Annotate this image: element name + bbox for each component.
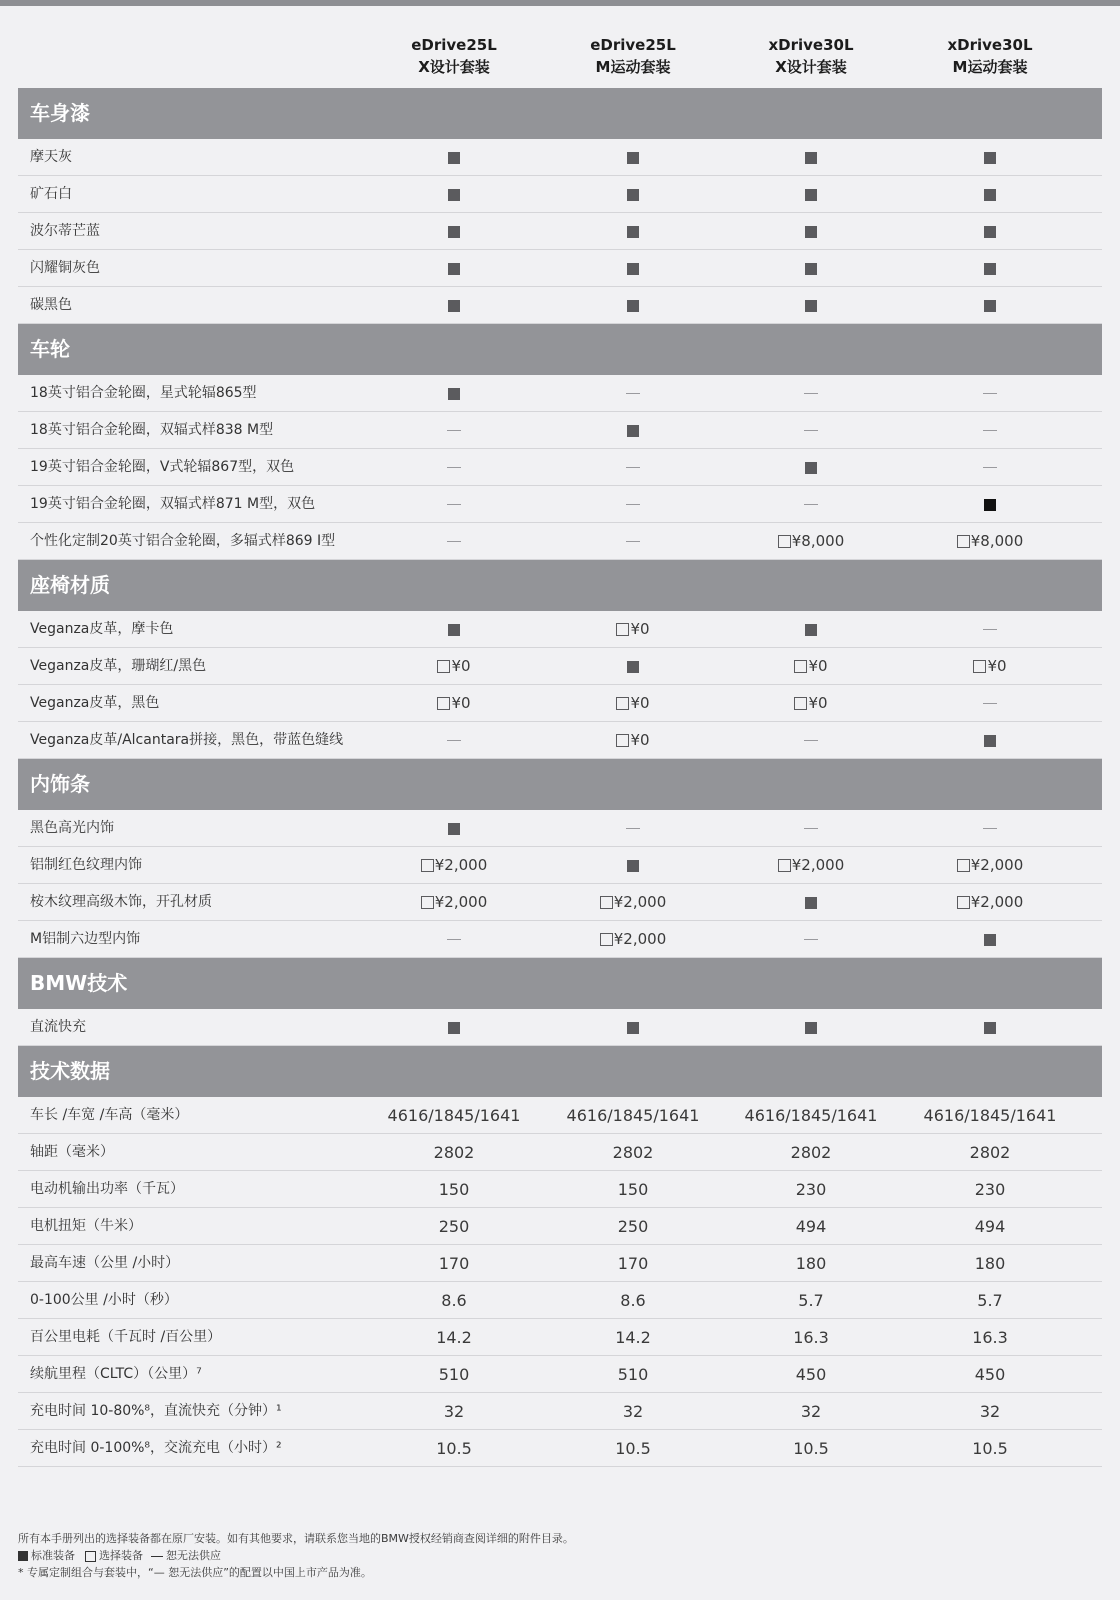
optional-equipment-icon: [616, 623, 629, 636]
optional-equipment-cell: [364, 685, 544, 722]
optional-equipment-cell: [900, 523, 1080, 560]
model-package: M运动套装: [595, 58, 671, 76]
row-label: 碳黑色: [30, 297, 72, 313]
model-header-row: [18, 34, 1102, 84]
standard-equipment-cell: [721, 884, 901, 921]
spec-value: 170: [438, 1254, 470, 1273]
not-available-icon: [983, 393, 997, 394]
standard-equipment-cell: [364, 213, 544, 250]
standard-equipment-icon: [984, 934, 996, 946]
optional-equipment-cell: [721, 648, 901, 685]
top-rule: [0, 0, 1120, 6]
table-row: [18, 1009, 1102, 1046]
optional-equipment-icon: [957, 896, 970, 909]
standard-equipment-icon: [448, 152, 460, 164]
standard-equipment-cell: [900, 139, 1080, 176]
not-available-cell: [721, 375, 901, 412]
optional-equipment-icon: [437, 697, 450, 710]
spec-value: 4616/1845/1641: [923, 1106, 1057, 1125]
optional-equipment-icon: [778, 535, 791, 548]
not-available-cell: [543, 375, 723, 412]
spec-value: 170: [617, 1254, 649, 1273]
not-available-icon: [447, 430, 461, 431]
table-row: [18, 1356, 1102, 1393]
table-row: [18, 250, 1102, 287]
option-price: ¥0: [630, 694, 650, 712]
legend-standard-label: 标准装备: [31, 1549, 75, 1562]
spec-value: 14.2: [436, 1328, 472, 1347]
optional-equipment-icon: [973, 660, 986, 673]
not-available-icon: [983, 828, 997, 829]
standard-equipment-icon: [805, 263, 817, 275]
standard-equipment-icon: [805, 189, 817, 201]
optional-equipment-cell: [543, 685, 723, 722]
spec-value: 180: [974, 1254, 1006, 1273]
standard-equipment-cell: [900, 1009, 1080, 1046]
standard-equipment-cell: [721, 176, 901, 213]
spec-value: 4616/1845/1641: [744, 1106, 878, 1125]
option-price: ¥0: [808, 657, 828, 675]
standard-equipment-icon: [984, 300, 996, 312]
spec-value: 2802: [612, 1143, 654, 1162]
spec-value: 494: [974, 1217, 1006, 1236]
model-name: eDrive25L: [590, 36, 676, 54]
standard-equipment-cell: [543, 1009, 723, 1046]
table-row: [18, 176, 1102, 213]
spec-value: 32: [443, 1402, 465, 1421]
optional-equipment-icon: [600, 933, 613, 946]
standard-equipment-cell: [900, 722, 1080, 759]
optional-equipment-icon: [778, 859, 791, 872]
standard-equipment-cell: [543, 847, 723, 884]
row-label: 电动机输出功率（千瓦）: [30, 1181, 184, 1197]
standard-equipment-icon: [627, 661, 639, 673]
optional-equipment-icon: [616, 697, 629, 710]
optional-equipment-icon: [600, 896, 613, 909]
spec-value: 32: [979, 1402, 1001, 1421]
spec-value: 2802: [790, 1143, 832, 1162]
row-label: 百公里电耗（千瓦时 /百公里）: [30, 1329, 222, 1345]
table-row: [18, 1319, 1102, 1356]
row-label: 充电时间 10-80%⁸，直流快充（分钟）¹: [30, 1403, 282, 1419]
spec-value: 8.6: [441, 1291, 467, 1310]
optional-equipment-cell: [364, 847, 544, 884]
table-row: [18, 648, 1102, 685]
footer-notes: [18, 1530, 1102, 1581]
spec-table: [18, 88, 1102, 1467]
table-row: [18, 810, 1102, 847]
standard-equipment-cell: [900, 213, 1080, 250]
row-label: 铝制红色纹理内饰: [30, 857, 142, 873]
row-label: 闪耀铜灰色: [30, 260, 100, 276]
table-row: [18, 213, 1102, 250]
standard-equipment-cell: [721, 139, 901, 176]
not-available-cell: [543, 810, 723, 847]
not-available-icon: [983, 629, 997, 630]
standard-equipment-icon: [448, 388, 460, 400]
not-available-icon: [447, 740, 461, 741]
spec-value: 510: [617, 1365, 649, 1384]
not-available-cell: [900, 611, 1080, 648]
spec-value: 450: [974, 1365, 1006, 1384]
table-row: [18, 1097, 1102, 1134]
option-price: ¥2,000: [970, 893, 1024, 911]
model-name: xDrive30L: [947, 36, 1033, 54]
optional-equipment-cell: [900, 847, 1080, 884]
not-available-icon: [983, 703, 997, 704]
row-label: 波尔蒂芒蓝: [30, 223, 100, 239]
row-label: 0-100公里 /小时（秒）: [30, 1292, 178, 1308]
standard-equipment-cell: [543, 139, 723, 176]
spec-value: 510: [438, 1365, 470, 1384]
not-available-cell: [364, 486, 544, 523]
spec-value: 16.3: [793, 1328, 829, 1347]
not-available-cell: [900, 449, 1080, 486]
table-row: [18, 847, 1102, 884]
table-row: [18, 412, 1102, 449]
not-available-icon: [983, 430, 997, 431]
table-row: [18, 139, 1102, 176]
standard-equipment-cell: [721, 449, 901, 486]
spec-value: 250: [438, 1217, 470, 1236]
standard-equipment-icon: [805, 226, 817, 238]
standard-equipment-cell: [543, 648, 723, 685]
standard-equipment-cell: [721, 611, 901, 648]
not-available-cell: [721, 412, 901, 449]
standard-equipment-cell: [900, 921, 1080, 958]
not-available-icon: [804, 393, 818, 394]
model-name: xDrive30L: [768, 36, 854, 54]
standard-equipment-icon: [805, 152, 817, 164]
not-available-cell: [721, 486, 901, 523]
standard-equipment-icon: [627, 263, 639, 275]
standard-equipment-cell: [900, 176, 1080, 213]
table-row: [18, 1282, 1102, 1319]
row-label: 18英寸铝合金轮圈，星式轮辐865型: [30, 385, 257, 401]
legend: [18, 1547, 1102, 1564]
table-row: [18, 1171, 1102, 1208]
spec-value: 4616/1845/1641: [566, 1106, 700, 1125]
option-price: ¥8,000: [791, 532, 845, 550]
not-available-cell: [721, 921, 901, 958]
not-available-cell: [364, 722, 544, 759]
standard-equipment-icon: [627, 860, 639, 872]
not-available-icon: [626, 504, 640, 505]
row-label: 桉木纹理高级木饰，开孔材质: [30, 894, 212, 910]
spec-value: 4616/1845/1641: [387, 1106, 521, 1125]
legend-unavailable-label: 恕无法供应: [166, 1549, 221, 1562]
not-available-icon: [983, 467, 997, 468]
model-column-header: [900, 34, 1080, 78]
row-label: 18英寸铝合金轮圈，双辐式样838 M型: [30, 422, 274, 438]
not-available-cell: [721, 810, 901, 847]
option-price: ¥0: [630, 731, 650, 749]
spec-value: 5.7: [798, 1291, 824, 1310]
not-available-cell: [364, 412, 544, 449]
standard-equipment-icon: [627, 1022, 639, 1034]
optional-equipment-cell: [900, 648, 1080, 685]
not-available-icon: [804, 740, 818, 741]
standard-equipment-icon: [984, 152, 996, 164]
standard-equipment-icon: [627, 226, 639, 238]
not-available-icon: [626, 828, 640, 829]
row-label: 摩天灰: [30, 149, 72, 165]
standard-equipment-icon: [448, 300, 460, 312]
not-available-icon: [447, 939, 461, 940]
standard-equipment-cell: [364, 139, 544, 176]
not-available-cell: [543, 449, 723, 486]
not-available-cell: [900, 685, 1080, 722]
legend-optional-label: 选择装备: [99, 1549, 143, 1562]
not-available-icon: [626, 541, 640, 542]
optional-equipment-cell: [721, 523, 901, 560]
section-title: 内饰条: [18, 759, 1102, 810]
standard-equipment-icon: [805, 1022, 817, 1034]
standard-equipment-cell: [543, 287, 723, 324]
standard-equipment-cell: [364, 810, 544, 847]
row-label: 矿石白: [30, 186, 72, 202]
table-row: [18, 1134, 1102, 1171]
spec-value: 10.5: [972, 1439, 1008, 1458]
standard-equipment-cell: [364, 1009, 544, 1046]
table-row: [18, 486, 1102, 523]
standard-equipment-icon: [627, 189, 639, 201]
optional-equipment-icon: [85, 1551, 96, 1562]
not-available-cell: [721, 722, 901, 759]
standard-equipment-cell: [364, 375, 544, 412]
optional-equipment-cell: [721, 847, 901, 884]
table-row: [18, 375, 1102, 412]
option-price: ¥2,000: [434, 893, 488, 911]
standard-equipment-cell: [900, 250, 1080, 287]
row-label: 电机扭矩（牛米）: [30, 1218, 142, 1234]
model-column-header: [543, 34, 723, 78]
optional-equipment-cell: [543, 722, 723, 759]
not-available-icon: [447, 541, 461, 542]
spec-value: 2802: [969, 1143, 1011, 1162]
standard-equipment-cell: [543, 213, 723, 250]
row-label: 轴距（毫米）: [30, 1144, 114, 1160]
table-row: [18, 287, 1102, 324]
optional-equipment-icon: [421, 896, 434, 909]
optional-equipment-cell: [364, 648, 544, 685]
section-title: 车轮: [18, 324, 1102, 375]
standard-equipment-icon: [984, 735, 996, 747]
row-label: 直流快充: [30, 1019, 86, 1035]
spec-value: 230: [795, 1180, 827, 1199]
standard-equipment-cell: [364, 176, 544, 213]
option-price: ¥0: [451, 657, 471, 675]
option-price: ¥2,000: [970, 856, 1024, 874]
not-available-cell: [543, 486, 723, 523]
optional-equipment-cell: [721, 685, 901, 722]
standard-equipment-icon: [805, 300, 817, 312]
row-label: 充电时间 0-100%⁸，交流充电（小时）²: [30, 1440, 282, 1456]
not-available-icon: [626, 467, 640, 468]
table-row: [18, 685, 1102, 722]
spec-value: 230: [974, 1180, 1006, 1199]
footer-asterisk-note: * 专属定制组合与套装中，“— 恕无法供应”的配置以中国上市产品为准。: [18, 1566, 372, 1579]
standard-equipment-icon: [448, 823, 460, 835]
optional-equipment-icon: [794, 660, 807, 673]
table-row: [18, 1208, 1102, 1245]
standard-equipment-icon: [627, 425, 639, 437]
option-price: ¥0: [630, 620, 650, 638]
spec-value: 10.5: [436, 1439, 472, 1458]
optional-equipment-icon: [616, 734, 629, 747]
table-row: [18, 884, 1102, 921]
standard-equipment-icon: [448, 263, 460, 275]
table-row: [18, 1393, 1102, 1430]
not-available-icon: [447, 467, 461, 468]
option-price: ¥2,000: [613, 893, 667, 911]
optional-equipment-icon: [421, 859, 434, 872]
row-label: Veganza皮革，珊瑚红/黑色: [30, 658, 207, 674]
row-label: 19英寸铝合金轮圈，双辐式样871 M型，双色: [30, 496, 316, 512]
table-row: [18, 1245, 1102, 1282]
standard-equipment-cell: [721, 250, 901, 287]
not-available-cell: [364, 523, 544, 560]
row-label: Veganza皮革，黑色: [30, 695, 160, 711]
standard-equipment-icon: [805, 462, 817, 474]
section-title: 技术数据: [18, 1046, 1102, 1097]
model-column-header: [364, 34, 544, 78]
spec-value: 150: [438, 1180, 470, 1199]
not-available-cell: [900, 810, 1080, 847]
model-name: eDrive25L: [411, 36, 497, 54]
option-price: ¥2,000: [791, 856, 845, 874]
standard-equipment-cell: [543, 412, 723, 449]
row-label: 续航里程（CLTC）（公里）⁷: [30, 1366, 202, 1382]
not-available-icon: [626, 393, 640, 394]
standard-equipment-cell: [900, 486, 1080, 523]
spec-value: 10.5: [793, 1439, 829, 1458]
standard-equipment-icon: [448, 189, 460, 201]
standard-equipment-icon: [18, 1551, 28, 1561]
optional-equipment-cell: [543, 884, 723, 921]
not-available-icon: [447, 504, 461, 505]
optional-equipment-icon: [794, 697, 807, 710]
standard-equipment-cell: [543, 176, 723, 213]
not-available-icon: [804, 939, 818, 940]
spec-value: 180: [795, 1254, 827, 1273]
optional-equipment-icon: [957, 535, 970, 548]
standard-equipment-cell: [900, 287, 1080, 324]
table-row: [18, 449, 1102, 486]
row-label: 最高车速（公里 /小时）: [30, 1255, 180, 1271]
model-column-header: [721, 34, 901, 78]
section-title: BMW技术: [18, 958, 1102, 1009]
row-label: 车长 /车宽 /车高（毫米）: [30, 1107, 189, 1123]
optional-equipment-icon: [437, 660, 450, 673]
spec-value: 494: [795, 1217, 827, 1236]
standard-equipment-icon: [984, 226, 996, 238]
row-label: 黑色高光内饰: [30, 820, 114, 836]
standard-equipment-icon: [805, 897, 817, 909]
standard-equipment-cell: [543, 250, 723, 287]
row-label: 19英寸铝合金轮圈，V式轮辐867型，双色: [30, 459, 295, 475]
table-row: [18, 722, 1102, 759]
footer-note: 所有本手册列出的选择装备都在原厂安装。如有其他要求，请联系您当地的BMW授权经销商查阅详细的附件目录。: [18, 1532, 574, 1545]
standard-equipment-icon: [984, 1022, 996, 1034]
not-available-cell: [543, 523, 723, 560]
standard-equipment-icon: [448, 624, 460, 636]
spec-value: 250: [617, 1217, 649, 1236]
spec-value: 10.5: [615, 1439, 651, 1458]
spec-value: 8.6: [620, 1291, 646, 1310]
optional-equipment-icon: [957, 859, 970, 872]
option-price: ¥2,000: [613, 930, 667, 948]
standard-equipment-icon: [448, 1022, 460, 1034]
standard-equipment-icon: [984, 499, 996, 511]
spec-value: 150: [617, 1180, 649, 1199]
section-title: 座椅材质: [18, 560, 1102, 611]
standard-equipment-cell: [721, 287, 901, 324]
section-title: 车身漆: [18, 88, 1102, 139]
row-label: M铝制六边型内饰: [30, 931, 141, 947]
not-available-cell: [364, 449, 544, 486]
table-row: [18, 611, 1102, 648]
option-price: ¥0: [808, 694, 828, 712]
option-price: ¥0: [451, 694, 471, 712]
standard-equipment-cell: [721, 1009, 901, 1046]
optional-equipment-cell: [900, 884, 1080, 921]
standard-equipment-cell: [364, 611, 544, 648]
standard-equipment-icon: [627, 300, 639, 312]
spec-value: 450: [795, 1365, 827, 1384]
model-package: X设计套装: [418, 58, 490, 76]
not-available-icon: [151, 1556, 163, 1557]
table-row: [18, 921, 1102, 958]
spec-value: 2802: [433, 1143, 475, 1162]
standard-equipment-icon: [805, 624, 817, 636]
option-price: ¥8,000: [970, 532, 1024, 550]
not-available-cell: [364, 921, 544, 958]
spec-value: 16.3: [972, 1328, 1008, 1347]
not-available-icon: [804, 828, 818, 829]
not-available-icon: [804, 430, 818, 431]
standard-equipment-icon: [984, 263, 996, 275]
optional-equipment-cell: [543, 611, 723, 648]
row-label: Veganza皮革/Alcantara拼接，黑色，带蓝色缝线: [30, 732, 344, 748]
table-row: [18, 523, 1102, 560]
not-available-icon: [804, 504, 818, 505]
standard-equipment-cell: [721, 213, 901, 250]
spec-value: 32: [622, 1402, 644, 1421]
standard-equipment-cell: [364, 250, 544, 287]
not-available-cell: [900, 412, 1080, 449]
option-price: ¥2,000: [434, 856, 488, 874]
optional-equipment-cell: [364, 884, 544, 921]
spec-value: 32: [800, 1402, 822, 1421]
model-package: M运动套装: [952, 58, 1028, 76]
standard-equipment-icon: [984, 189, 996, 201]
optional-equipment-cell: [543, 921, 723, 958]
standard-equipment-icon: [627, 152, 639, 164]
not-available-cell: [900, 375, 1080, 412]
spec-value: 5.7: [977, 1291, 1003, 1310]
standard-equipment-cell: [364, 287, 544, 324]
spec-value: 14.2: [615, 1328, 651, 1347]
row-label: 个性化定制20英寸铝合金轮圈，多辐式样869 I型: [30, 533, 336, 549]
table-row: [18, 1430, 1102, 1467]
model-package: X设计套装: [775, 58, 847, 76]
standard-equipment-icon: [448, 226, 460, 238]
option-price: ¥0: [987, 657, 1007, 675]
row-label: Veganza皮革，摩卡色: [30, 621, 174, 637]
